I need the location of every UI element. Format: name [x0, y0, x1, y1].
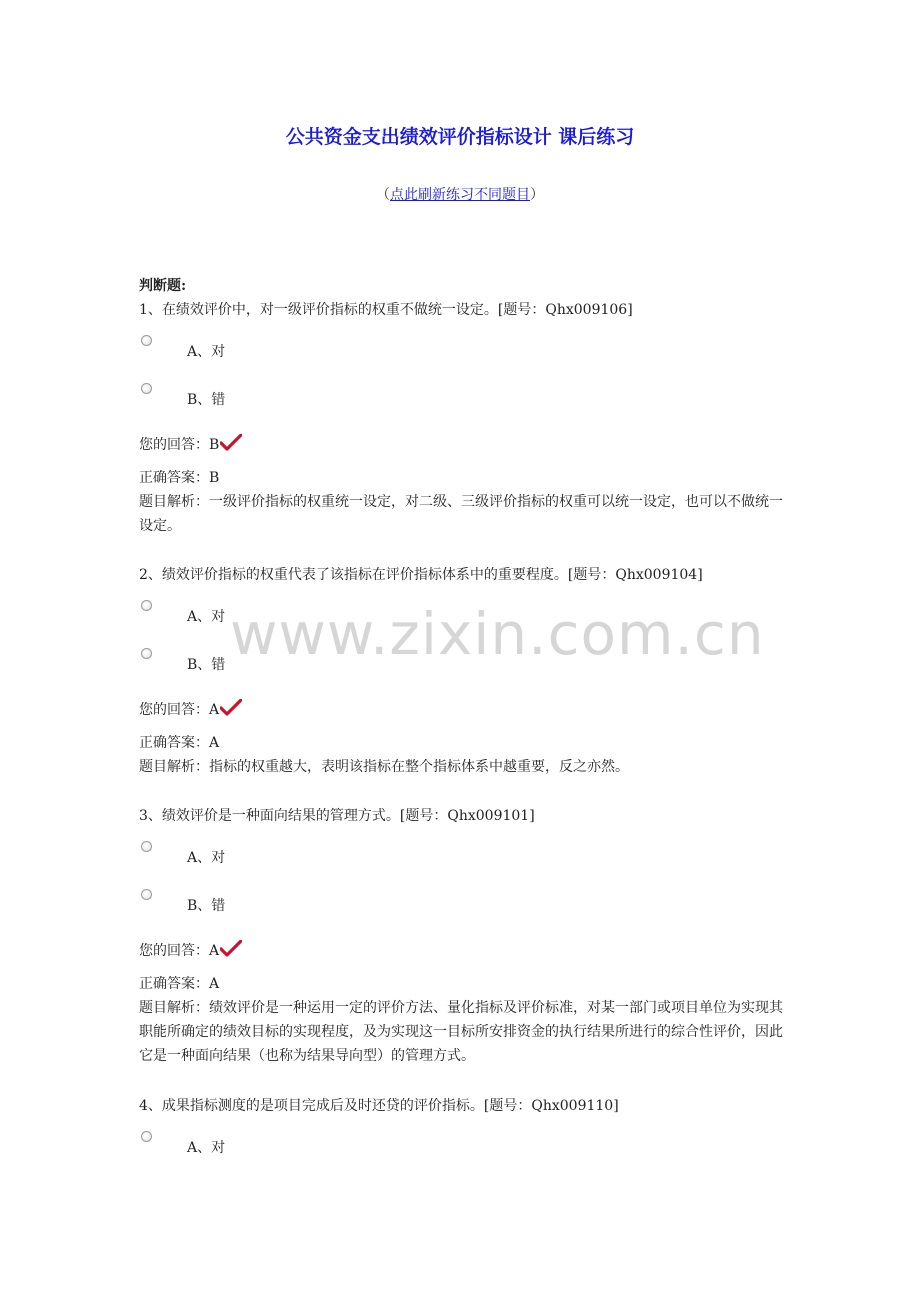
question-2-your-answer — [139, 699, 242, 720]
refresh-questions-link[interactable]: 点此刷新练习不同题目 — [390, 187, 530, 203]
your-answer-label: 您的回答： — [139, 943, 209, 959]
option-label: B、错 — [187, 657, 226, 673]
your-answer-value: A — [209, 702, 220, 718]
checkmark-icon — [220, 940, 242, 958]
your-answer-value: A — [209, 943, 220, 959]
your-answer-label: 您的回答： — [139, 437, 209, 453]
question-1-text: 1、在绩效评价中，对一级评价指标的权重不做统一设定。[题号：Qhx009106] — [139, 302, 633, 318]
question-4-text: 4、成果指标测度的是项目完成后及时还贷的评价指标。[题号：Qhx009110] — [139, 1098, 619, 1114]
radio-button[interactable] — [141, 889, 152, 900]
section-label-true-false: 判断题: — [139, 278, 187, 294]
question-3-your-answer — [139, 940, 242, 961]
refresh-line — [0, 184, 920, 204]
watermark: www.zixin.com.cn — [230, 600, 765, 668]
question-1-your-answer — [139, 434, 242, 455]
refresh-open-paren: （ — [376, 187, 390, 203]
checkmark-icon — [220, 699, 242, 717]
option-label: A、对 — [187, 609, 226, 625]
question-3-correct-answer: 正确答案：A — [139, 976, 220, 992]
option-label: B、错 — [187, 392, 226, 408]
radio-button[interactable] — [141, 648, 152, 659]
your-answer-label: 您的回答： — [139, 702, 209, 718]
option-label: A、对 — [187, 1140, 226, 1156]
question-2-analysis: 题目解析：指标的权重越大，表明该指标在整个指标体系中越重要，反之亦然。 — [139, 759, 629, 775]
option-label: A、对 — [187, 344, 226, 360]
radio-button[interactable] — [141, 335, 152, 346]
your-answer-value: B — [209, 437, 220, 453]
radio-button[interactable] — [141, 841, 152, 852]
checkmark-icon — [220, 434, 242, 452]
radio-button[interactable] — [141, 1131, 152, 1142]
page-title: 公共资金支出绩效评价指标设计 课后练习 — [285, 126, 635, 148]
refresh-close-paren: ） — [530, 187, 544, 203]
option-label: B、错 — [187, 898, 226, 914]
question-2-text: 2、绩效评价指标的权重代表了该指标在评价指标体系中的重要程度。[题号：Qhx009104] — [139, 567, 703, 583]
radio-button[interactable] — [141, 383, 152, 394]
question-1-analysis: 题目解析：一级评价指标的权重统一设定，对二级、三级评价指标的权重可以统一设定，也可以不做统一设定。 — [139, 494, 783, 534]
radio-button[interactable] — [141, 600, 152, 611]
question-2-correct-answer: 正确答案：A — [139, 735, 220, 751]
question-3-text: 3、绩效评价是一种面向结果的管理方式。[题号：Qhx009101] — [139, 808, 535, 824]
option-label: A、对 — [187, 850, 226, 866]
question-1-correct-answer: 正确答案：B — [139, 470, 220, 486]
question-3-analysis: 题目解析：绩效评价是一种运用一定的评价方法、量化指标及评价标准，对某一部门或项目单位为实现其职能所确定的绩效目标的实现程度，及为实现这一目标所安排资金的执行结果所进行的综合性评价，因此它是一种面向结果（也称为结果导向型）的管理方式。 — [139, 1000, 783, 1064]
